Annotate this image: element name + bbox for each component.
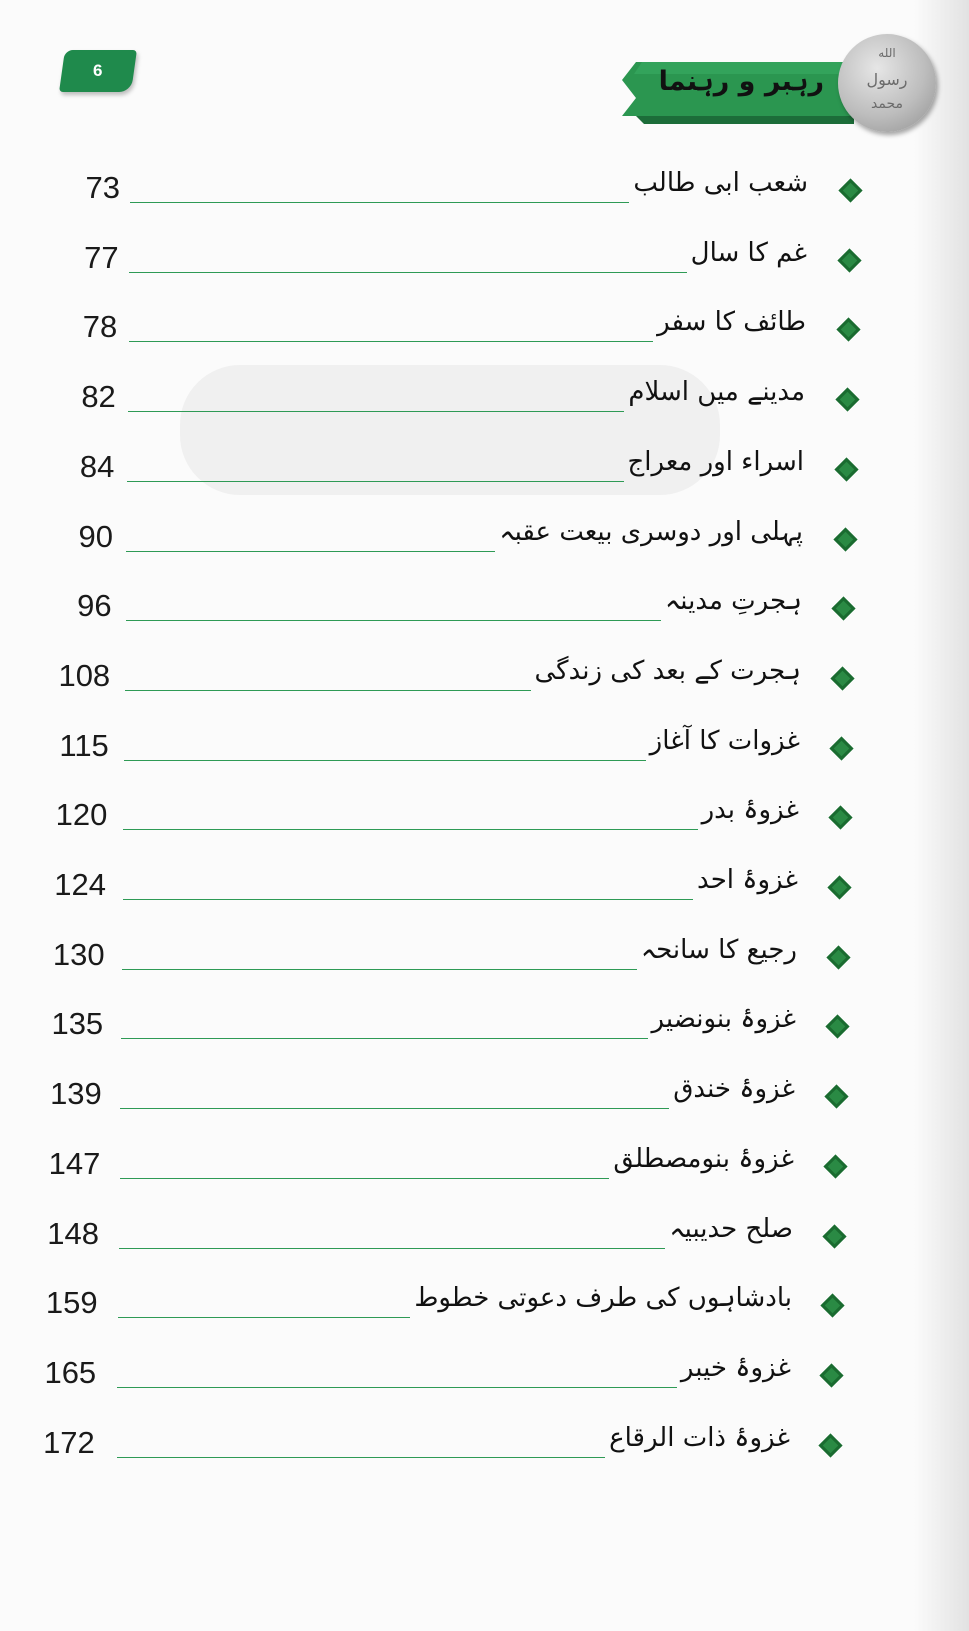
diamond-bullet-icon [826,945,850,969]
diamond-bullet-icon [819,1433,843,1457]
toc-leader-line [129,341,654,342]
toc-entry [0,795,969,845]
diamond-bullet-icon [836,318,860,342]
toc-page-number: 78 [82,309,118,345]
toc-leader-line [123,829,698,830]
diamond-bullet-icon [831,666,855,690]
toc-entry [0,656,969,706]
toc-leader-line [120,1178,610,1179]
toc-entry-title: غزوۂ احد [697,865,798,895]
toc-entry [0,1074,969,1124]
toc-page-number: 73 [85,170,120,205]
toc-page-number: 172 [43,1424,95,1460]
page-number: 6 [93,61,103,80]
seal-line-3: محمد [871,96,903,112]
toc-entry [0,1214,969,1264]
toc-entry-title: غزوۂ بنومصطلق [613,1143,794,1174]
toc-entry [0,168,969,218]
seal-line-1: الله [878,46,896,60]
toc-entry [0,1353,969,1403]
toc-page-number: 90 [78,518,113,554]
toc-entry-title: مدینے میں اسلام [628,377,805,408]
toc-entry [0,238,969,288]
toc-entry-title: غزوۂ خندق [673,1074,795,1105]
toc-entry [0,1004,969,1054]
seal-line-2: رسول [866,70,908,89]
diamond-bullet-icon [822,1224,846,1248]
toc-leader-line [120,1108,669,1109]
toc-leader-line [117,1387,677,1388]
toc-entry [0,865,969,915]
diamond-bullet-icon [838,178,862,202]
toc-page-number: 147 [48,1145,101,1181]
toc-entry-title: شعب ابی طالب [633,168,808,198]
diamond-bullet-icon [824,1085,848,1109]
toc-entry-title: غزوۂ بدر [701,795,799,826]
toc-page-number: 77 [84,239,119,275]
toc-leader-line [119,1248,665,1249]
toc-entry [0,1423,969,1473]
toc-entry [0,1144,969,1194]
toc-entry [0,935,969,985]
diamond-bullet-icon [832,597,856,621]
diamond-bullet-icon [834,457,858,481]
toc-entry-title: اسراء اور معراج [627,446,804,477]
toc-entry-title: طائف کا سفر [657,307,806,338]
toc-leader-line [129,272,687,273]
toc-leader-line [130,202,629,203]
toc-page-number: 139 [50,1076,102,1112]
toc-leader-line [125,690,531,691]
toc-page-number: 135 [51,1006,104,1042]
toc-page-number: 84 [79,448,115,484]
toc-page-number: 96 [77,588,112,624]
toc-leader-line [127,481,624,482]
toc-leader-line [126,551,495,552]
toc-page-number: 130 [52,936,105,972]
toc-page-number: 124 [54,867,106,902]
toc-entry [0,1283,969,1333]
toc-leader-line [126,620,662,621]
diamond-bullet-icon [820,1363,844,1387]
toc-entry-title: غزوۂ بنونضیر [651,1004,796,1035]
toc-entry [0,726,969,776]
toc-page-number: 148 [47,1215,99,1251]
toc-entry [0,517,969,567]
toc-leader-line [128,411,624,412]
diamond-bullet-icon [825,1015,849,1039]
toc-page-number: 115 [59,727,109,763]
diamond-bullet-icon [833,527,857,551]
toc-entry-title: بادشاہوں کی طرف دعوتی خطوط [414,1283,792,1314]
diamond-bullet-icon [829,806,853,830]
toc-entry-title: غم کا سال [690,237,807,268]
toc-leader-line [124,760,646,761]
toc-entry [0,377,969,427]
toc-entry-title: غزوۂ ذات الرقاع [609,1422,790,1453]
toc-page-number: 159 [45,1285,98,1321]
toc-leader-line [121,1038,648,1039]
toc-entry [0,447,969,497]
toc-page-number: 108 [58,657,111,693]
toc-leader-line [118,1317,410,1318]
toc-page-number: 82 [81,379,116,415]
diamond-bullet-icon [830,736,854,760]
book-title: رہبر و رہنما [658,66,824,97]
toc-entry-title: غزوات کا آغاز [649,725,800,756]
diamond-bullet-icon [821,1294,845,1318]
toc-entry-title: غزوۂ خیبر [680,1352,791,1383]
toc-entry [0,307,969,357]
toc-entry-title: ہجرت کے بعد کی زندگی [534,655,801,686]
toc-entry [0,586,969,636]
toc-entry-title: صلح حدیبیہ [669,1213,793,1244]
toc-leader-line [122,969,637,970]
toc-page-number: 120 [55,797,108,833]
diamond-bullet-icon [823,1154,847,1178]
toc-entry-title: ہجرتِ مدینہ [665,586,802,617]
toc-leader-line [117,1457,606,1458]
toc-entry-title: رجیع کا سانحہ [640,934,797,965]
toc-page-number: 165 [44,1354,97,1390]
diamond-bullet-icon [835,388,859,412]
toc-leader-line [123,899,694,900]
toc-entry-title: پہلی اور دوسری بیعت عقبہ [499,516,803,547]
diamond-bullet-icon [827,875,851,899]
diamond-bullet-icon [837,248,861,272]
